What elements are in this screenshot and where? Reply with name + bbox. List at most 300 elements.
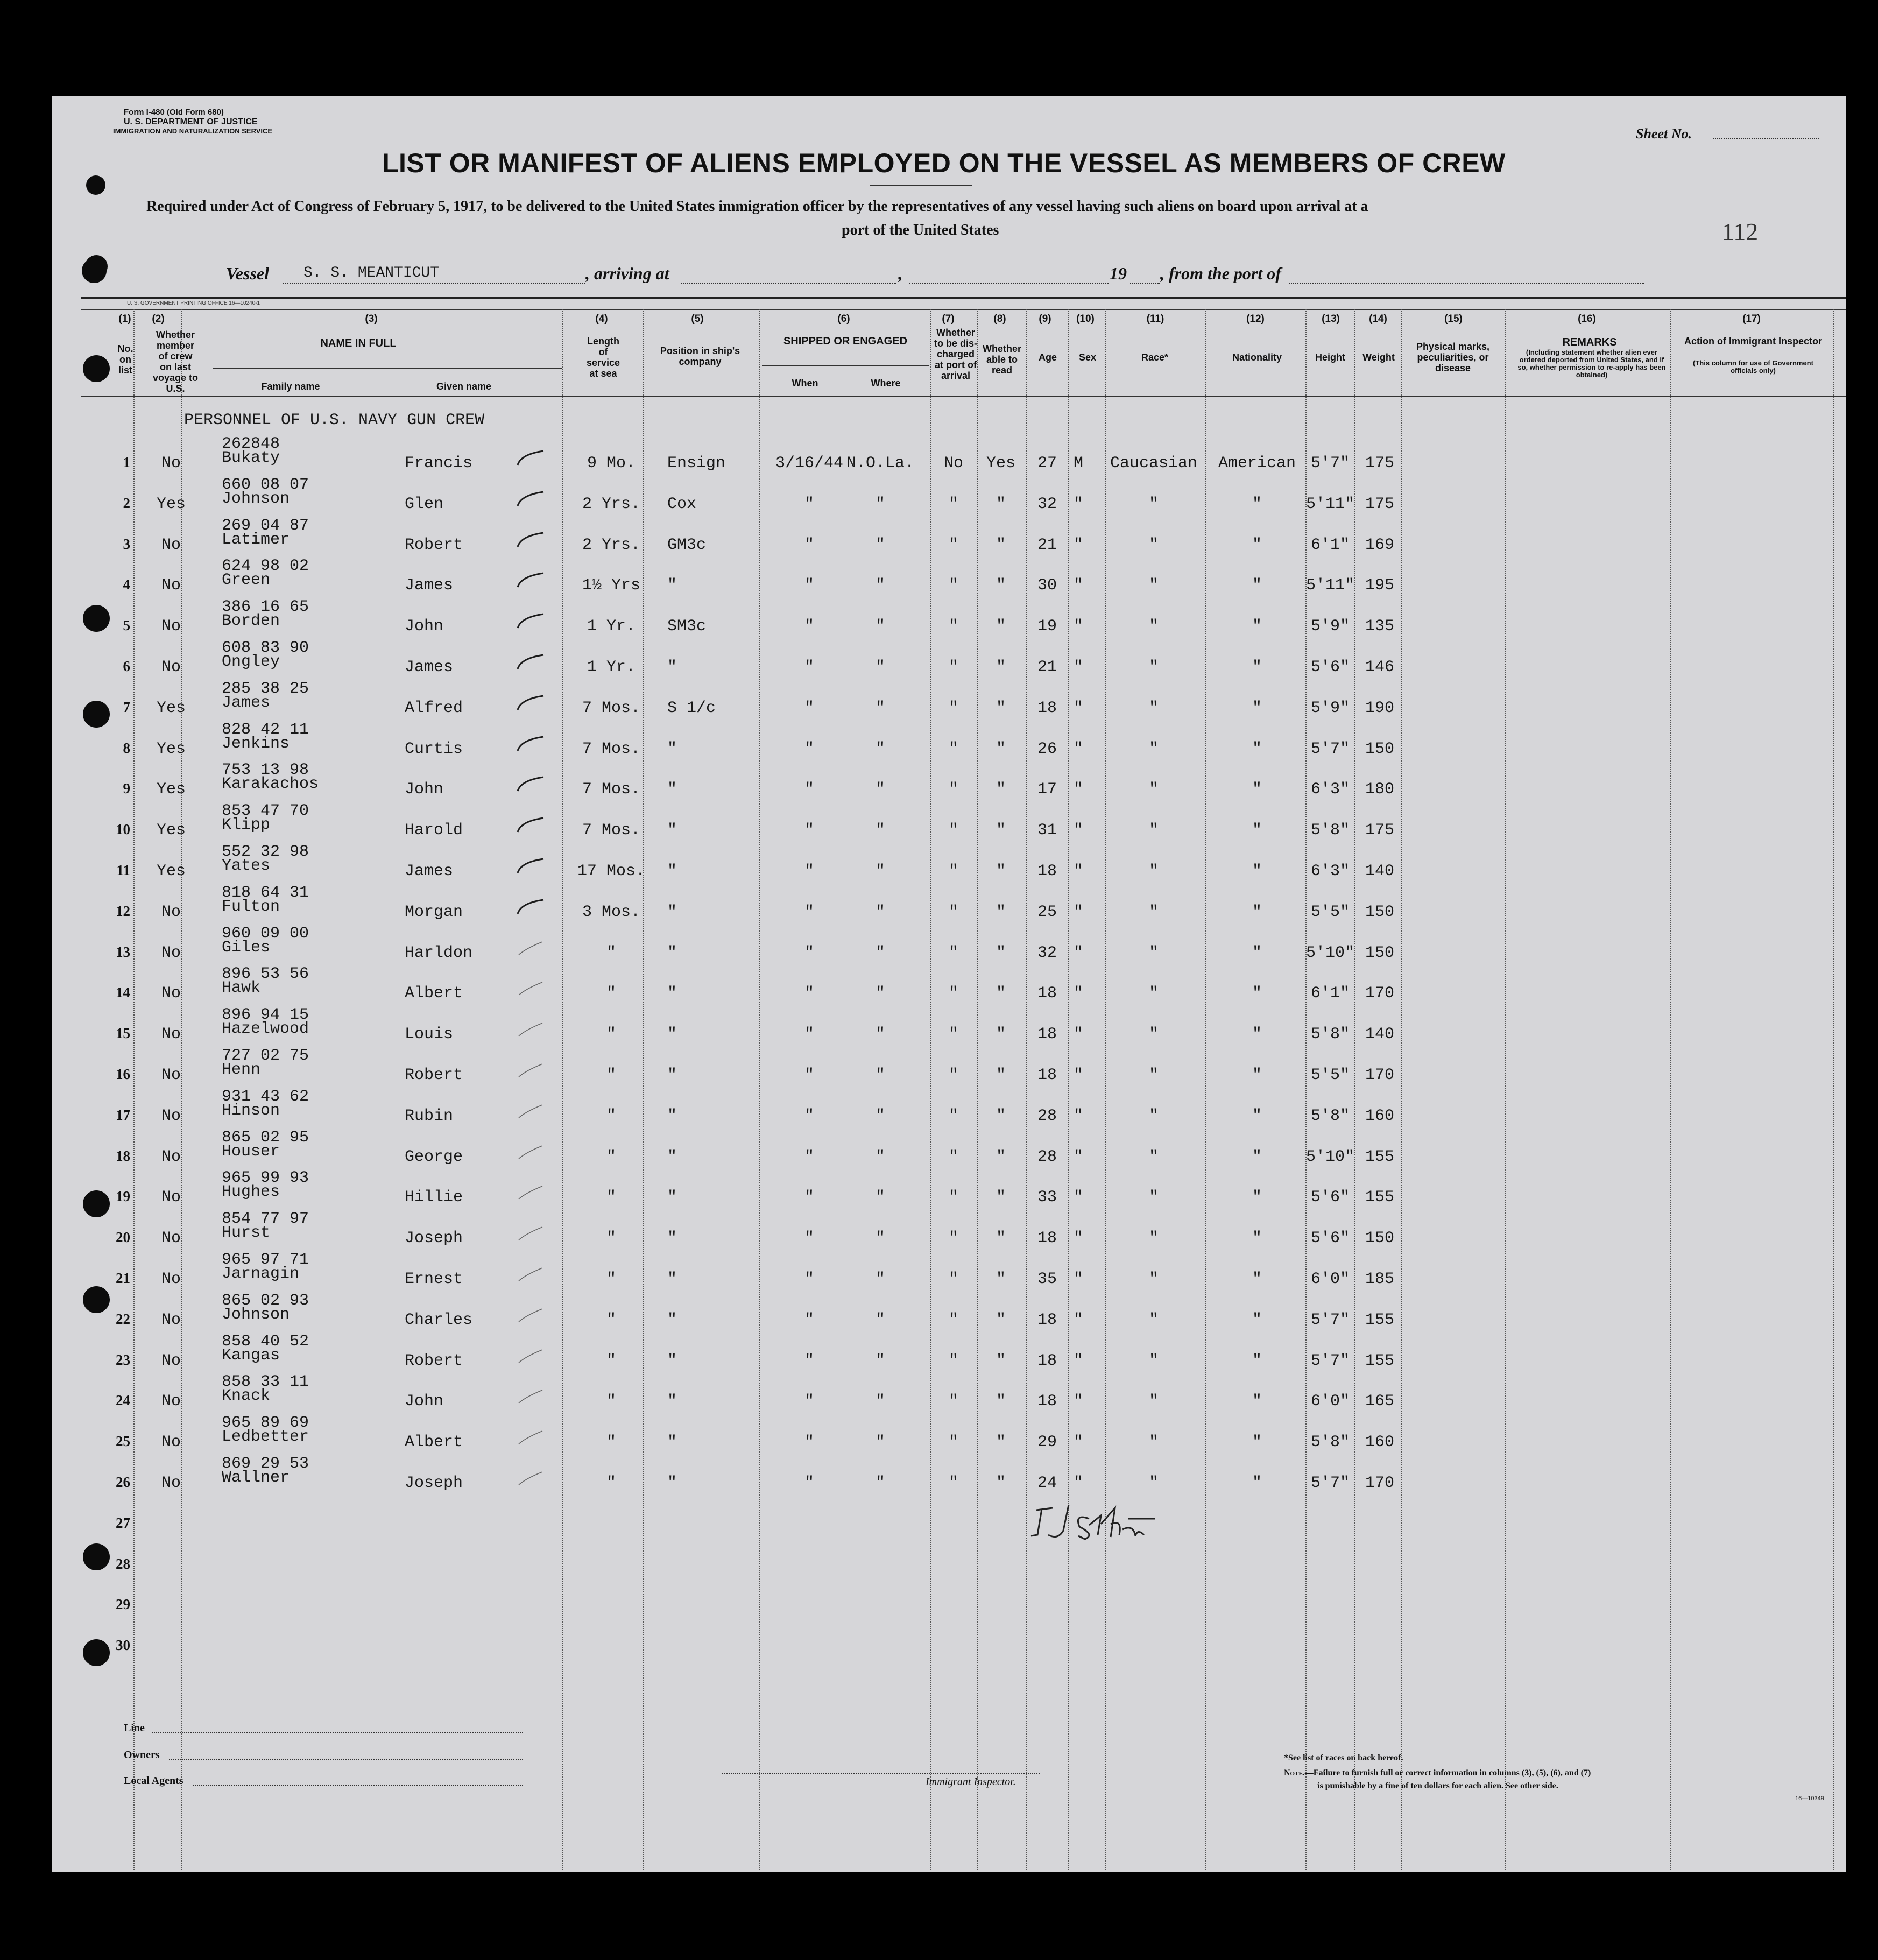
cell-position: GM3c (667, 535, 707, 554)
cell-discharged: " (948, 1310, 959, 1329)
cell-age: 18 (1037, 1310, 1057, 1329)
table-row (52, 1292, 1846, 1332)
family-name: Fulton (222, 897, 280, 916)
cell-no: 14 (116, 984, 130, 1001)
table-row (52, 1251, 1846, 1292)
table-row (52, 435, 1846, 476)
check-mark-icon (516, 1265, 546, 1283)
col-num-15: (15) (1444, 313, 1463, 325)
cell-when: " (804, 1351, 815, 1370)
col-num-3: (3) (365, 313, 378, 325)
cell-prev: No (161, 1392, 181, 1411)
cell-no: 13 (116, 943, 130, 960)
given-name: Louis (405, 1025, 454, 1044)
arriving-label: , arriving at (585, 264, 669, 283)
row-number: 28 (116, 1555, 130, 1572)
cell-when: " (804, 617, 815, 636)
cell-where: " (875, 658, 886, 676)
service-number: 960 09 00 (222, 924, 309, 943)
cell-position: " (667, 1433, 677, 1452)
cell-prev: No (161, 535, 181, 554)
cell-height: 5'8" (1310, 1433, 1350, 1452)
cell-age: 33 (1037, 1188, 1057, 1207)
cell-sex: " (1073, 1474, 1084, 1492)
title-underline (870, 185, 972, 186)
check-mark-icon (516, 1387, 546, 1405)
cell-service: " (606, 1147, 617, 1166)
table-row (52, 680, 1846, 721)
cell-prev: No (161, 984, 181, 1003)
family-name: Hazelwood (222, 1020, 309, 1039)
cell-where: " (875, 1106, 886, 1125)
cell-nationality: " (1252, 699, 1262, 717)
cell-where: " (875, 780, 886, 799)
family-name: Ongley (222, 653, 280, 671)
cell-when: " (804, 984, 815, 1003)
cell-age: 29 (1037, 1433, 1057, 1452)
cell-when: 3/16/44 (775, 454, 844, 473)
service-number: 896 94 15 (222, 1006, 309, 1025)
signature-text: F J Smith (1020, 1497, 1022, 1498)
table-row (52, 1210, 1846, 1251)
form-number: Form I-480 (Old Form 680) (124, 108, 224, 117)
row-number: 27 (116, 1514, 130, 1531)
cell-service: " (606, 1106, 617, 1125)
cell-sex: " (1073, 1270, 1084, 1288)
cell-weight: 180 (1365, 780, 1395, 799)
vessel-name: S. S. MEANTICUT (303, 265, 440, 281)
col-header-family: Family name (261, 381, 320, 392)
check-mark-icon (516, 1346, 546, 1365)
cell-nationality: " (1252, 1229, 1262, 1248)
cell-height: 6'1" (1310, 535, 1350, 554)
table-row (52, 1088, 1846, 1129)
cell-read: Yes (986, 454, 1016, 473)
col-header-given: Given name (436, 381, 492, 392)
cell-age: 18 (1037, 699, 1057, 717)
cell-no: 1 (123, 454, 130, 470)
cell-sex: " (1073, 1310, 1084, 1329)
col-header-prev-voyage: Whether member of crew on last voyage to U.S. (152, 329, 199, 394)
cell-discharged: " (948, 1392, 959, 1411)
cell-nationality: " (1252, 984, 1262, 1003)
given-name: Joseph (405, 1474, 463, 1492)
cell-position: " (667, 1066, 677, 1084)
cell-position: " (667, 1351, 677, 1370)
cell-height: 5'11" (1305, 576, 1355, 595)
cell-position: " (667, 1474, 677, 1492)
col-num-14: (14) (1369, 313, 1387, 325)
cell-nationality: " (1252, 658, 1262, 676)
service-number: 853 47 70 (222, 802, 309, 821)
footer-agents-label: Local Agents (124, 1775, 183, 1787)
cell-age: 35 (1037, 1270, 1057, 1288)
cell-prev: Yes (156, 739, 186, 758)
cell-weight: 140 (1365, 862, 1395, 880)
cell-when: " (804, 1106, 815, 1125)
service-number: 854 77 97 (222, 1210, 309, 1229)
from-port-label: , from the port of (1160, 264, 1281, 283)
cell-nationality: American (1218, 454, 1296, 473)
cell-nationality: " (1252, 535, 1262, 554)
punch-hole (86, 175, 105, 195)
cell-discharged: " (948, 1474, 959, 1492)
col-header-shipped: SHIPPED OR ENGAGED (783, 335, 908, 347)
cell-sex: " (1073, 495, 1084, 513)
cell-no: 24 (116, 1392, 130, 1409)
form-subtitle-2: port of the United States (842, 222, 999, 238)
cell-weight: 190 (1365, 699, 1395, 717)
punch-hole (83, 355, 110, 382)
col-header-action-note: (This column for use of Government officials only) (1693, 359, 1813, 375)
service-number: 285 38 25 (222, 679, 309, 698)
cell-read: " (996, 576, 1006, 595)
cell-age: 21 (1037, 658, 1057, 676)
cell-prev: No (161, 617, 181, 636)
cell-height: 5'7" (1310, 1310, 1350, 1329)
cell-discharged: " (948, 535, 959, 554)
cell-where: " (875, 576, 886, 595)
cell-nationality: " (1252, 1474, 1262, 1492)
cell-weight: 155 (1365, 1147, 1395, 1166)
print-note: U. S. GOVERNMENT PRINTING OFFICE 16—10240-1 (127, 300, 260, 306)
cell-no: 4 (123, 576, 130, 593)
given-name: John (405, 780, 444, 799)
table-row (52, 761, 1846, 802)
service-number: 828 42 11 (222, 720, 309, 739)
cell-weight: 146 (1365, 658, 1395, 676)
col-header-age: Age (1038, 352, 1057, 363)
cell-sex: " (1073, 903, 1084, 921)
cell-weight: 135 (1365, 617, 1395, 636)
footer-owners-label: Owners (124, 1749, 160, 1761)
cell-race: " (1148, 984, 1159, 1003)
cell-discharged: " (948, 1229, 959, 1248)
cell-service: 7 Mos. (582, 821, 641, 840)
col-num-8: (8) (993, 313, 1006, 325)
cell-prev: No (161, 1310, 181, 1329)
table-row-empty (52, 1577, 1846, 1618)
given-name: Charles (405, 1310, 473, 1329)
cell-service: " (606, 1392, 617, 1411)
cell-when: " (804, 903, 815, 921)
cell-where: " (875, 1147, 886, 1166)
service-number: 865 02 95 (222, 1128, 309, 1147)
table-row (52, 557, 1846, 598)
cell-height: 5'7" (1310, 454, 1350, 473)
cell-height: 5'6" (1310, 658, 1350, 676)
cell-prev: No (161, 658, 181, 676)
cell-prev: No (161, 1229, 181, 1248)
family-name: Latimer (222, 530, 290, 549)
cell-read: " (996, 617, 1006, 636)
check-mark-icon (516, 1061, 546, 1079)
cell-weight: 169 (1365, 535, 1395, 554)
cell-sex: " (1073, 576, 1084, 595)
cell-position: S 1/c (667, 699, 716, 717)
cell-weight: 185 (1365, 1270, 1395, 1288)
cell-prev: No (161, 1147, 181, 1166)
cell-where: " (875, 903, 886, 921)
cell-age: 19 (1037, 617, 1057, 636)
cell-service: 17 Mos. (577, 862, 646, 880)
col-num-6: (6) (837, 313, 850, 325)
cell-weight: 165 (1365, 1392, 1395, 1411)
cell-weight: 150 (1365, 739, 1395, 758)
col-header-physical: Physical marks, peculiarities, or disease (1416, 341, 1490, 373)
cell-height: 5'6" (1310, 1188, 1350, 1207)
cell-service: " (606, 1025, 617, 1044)
col-header-name: NAME IN FULL (320, 337, 397, 349)
cell-discharged: " (948, 1433, 959, 1452)
col-header-no: No. on list (117, 343, 133, 376)
note-label: Note. (1284, 1768, 1305, 1778)
cell-sex: " (1073, 1351, 1084, 1370)
cell-age: 27 (1037, 454, 1057, 473)
cell-position: " (667, 903, 677, 921)
cell-position: " (667, 576, 677, 595)
cell-when: " (804, 658, 815, 676)
cell-age: 26 (1037, 739, 1057, 758)
cell-race: " (1148, 1474, 1159, 1492)
cell-when: " (804, 495, 815, 513)
col-header-weight: Weight (1362, 352, 1395, 363)
cell-age: 32 (1037, 943, 1057, 962)
cell-race: " (1148, 1106, 1159, 1125)
cell-prev: Yes (156, 780, 186, 799)
cell-sex: " (1073, 984, 1084, 1003)
table-row (52, 1332, 1846, 1373)
cell-discharged: " (948, 1270, 959, 1288)
cell-nationality: " (1252, 862, 1262, 880)
cell-prev: No (161, 1433, 181, 1452)
cell-read: " (996, 903, 1006, 921)
service-number: 965 99 93 (222, 1169, 309, 1188)
service-number: 896 53 56 (222, 965, 309, 984)
cell-service: " (606, 1188, 617, 1207)
col-header-when: When (792, 378, 818, 389)
check-mark-icon (516, 490, 546, 508)
form-service: IMMIGRATION AND NATURALIZATION SERVICE (113, 127, 273, 135)
cell-nationality: " (1252, 1433, 1262, 1452)
cell-service: 2 Yrs. (582, 535, 641, 554)
name-header-rule (213, 368, 562, 369)
family-name: Green (222, 571, 271, 590)
table-top-rule (81, 297, 1846, 299)
cell-weight: 155 (1365, 1310, 1395, 1329)
check-mark-icon (516, 1306, 546, 1324)
comma: , (898, 264, 902, 283)
table-row (52, 598, 1846, 639)
cell-position: " (667, 1188, 677, 1207)
page-number: 112 (1722, 218, 1759, 245)
cell-service: " (606, 1310, 617, 1329)
cell-weight: 170 (1365, 1474, 1395, 1492)
service-number: 865 02 93 (222, 1291, 309, 1310)
service-number: 931 43 62 (222, 1087, 309, 1106)
inspector-signature-line (722, 1773, 1040, 1774)
cell-discharged: " (948, 984, 959, 1003)
cell-race: " (1148, 943, 1159, 962)
cell-prev: Yes (156, 699, 186, 717)
check-mark-icon (516, 653, 546, 671)
cell-sex: " (1073, 1147, 1084, 1166)
family-name: Jarnagin (222, 1265, 300, 1283)
cell-when: " (804, 535, 815, 554)
col-header-length: Length of service at sea (586, 336, 620, 379)
col-num-11: (11) (1146, 313, 1164, 325)
cell-no: 9 (123, 780, 130, 797)
cell-height: 5'8" (1310, 1025, 1350, 1044)
cell-height: 5'11" (1305, 495, 1355, 513)
cell-weight: 140 (1365, 1025, 1395, 1044)
cell-position: " (667, 984, 677, 1003)
cell-service: 7 Mos. (582, 699, 641, 717)
check-mark-icon (516, 1020, 546, 1038)
cell-race: " (1148, 739, 1159, 758)
col-header-where: Where (871, 378, 901, 389)
cell-race: " (1148, 1392, 1159, 1411)
cell-read: " (996, 1351, 1006, 1370)
cell-race: " (1148, 1025, 1159, 1044)
check-mark-icon (516, 1183, 546, 1201)
cell-race: " (1148, 1147, 1159, 1166)
cell-nationality: " (1252, 1106, 1262, 1125)
cell-where: N.O.La. (846, 454, 915, 473)
inspector-label: Immigrant Inspector. (926, 1776, 1016, 1788)
given-name: James (405, 658, 454, 676)
table-row (52, 639, 1846, 680)
cell-service: " (606, 1229, 617, 1248)
cell-age: 18 (1037, 862, 1057, 880)
form-subtitle-1: Required under Act of Congress of February 5, 1917, to be delivered to the United States immigration officer by the representatives of any vessel having such aliens on board upon arrival at a (146, 198, 1368, 215)
cell-sex: " (1073, 943, 1084, 962)
cell-nationality: " (1252, 495, 1262, 513)
service-number: 727 02 75 (222, 1047, 309, 1065)
cell-read: " (996, 1066, 1006, 1084)
cell-discharged: " (948, 1351, 959, 1370)
cell-prev: Yes (156, 495, 186, 513)
footer-line-field (152, 1732, 523, 1733)
cell-service: 7 Mos. (582, 739, 641, 758)
table-row (52, 1169, 1846, 1210)
table-row (52, 843, 1846, 884)
header-bottom-rule (81, 396, 1846, 397)
cell-weight: 155 (1365, 1351, 1395, 1370)
cell-nationality: " (1252, 1147, 1262, 1166)
cell-when: " (804, 821, 815, 840)
from-port-line (1289, 283, 1644, 284)
cell-service: " (606, 1433, 617, 1452)
check-mark-icon (516, 1143, 546, 1161)
table-row (52, 884, 1846, 925)
col-header-action: Action of Immigrant Inspector (1684, 336, 1823, 347)
cell-race: " (1148, 576, 1159, 595)
col-num-17: (17) (1742, 313, 1761, 325)
cell-sex: " (1073, 821, 1084, 840)
cell-service: " (606, 1270, 617, 1288)
cell-age: 18 (1037, 1229, 1057, 1248)
cell-height: 5'9" (1310, 699, 1350, 717)
cell-no: 16 (116, 1066, 130, 1082)
cell-sex: " (1073, 535, 1084, 554)
cell-position: " (667, 780, 677, 799)
cell-height: 5'10" (1305, 1147, 1355, 1166)
check-mark-icon (516, 694, 546, 712)
row-number: 30 (116, 1637, 130, 1654)
cell-prev: No (161, 1270, 181, 1288)
cell-height: 5'5" (1310, 1066, 1350, 1084)
cell-age: 17 (1037, 780, 1057, 799)
cell-weight: 150 (1365, 1229, 1395, 1248)
inspector-signature (1020, 1497, 1225, 1546)
cell-height: 6'0" (1310, 1270, 1350, 1288)
cell-read: " (996, 1106, 1006, 1125)
date-line (909, 283, 1109, 284)
family-name: Hurst (222, 1224, 271, 1243)
table-row (52, 1047, 1846, 1088)
cell-service: " (606, 1066, 617, 1084)
cell-height: 5'7" (1310, 1351, 1350, 1370)
cell-no: 7 (123, 699, 130, 715)
cell-height: 6'0" (1310, 1392, 1350, 1411)
cell-discharged: " (948, 1106, 959, 1125)
cell-race: " (1148, 1310, 1159, 1329)
service-number: 858 40 52 (222, 1332, 309, 1351)
cell-nationality: " (1252, 903, 1262, 921)
row-number: 29 (116, 1596, 130, 1613)
cell-race: " (1148, 495, 1159, 513)
cell-no: 17 (116, 1106, 130, 1123)
cell-weight: 175 (1365, 495, 1395, 513)
sheet-number-label: Sheet No. (1636, 126, 1692, 142)
cell-weight: 160 (1365, 1106, 1395, 1125)
cell-age: 18 (1037, 1066, 1057, 1084)
cell-read: " (996, 699, 1006, 717)
cell-when: " (804, 1392, 815, 1411)
cell-race: " (1148, 1433, 1159, 1452)
cell-age: 31 (1037, 821, 1057, 840)
cell-sex: " (1073, 862, 1084, 880)
family-name: Knack (222, 1387, 271, 1406)
table-row (52, 1414, 1846, 1455)
table-row-empty (52, 1536, 1846, 1577)
col-num-16: (16) (1578, 313, 1596, 325)
cell-sex: " (1073, 1433, 1084, 1452)
cell-age: 18 (1037, 1351, 1057, 1370)
check-mark-icon (516, 612, 546, 630)
cell-no: 12 (116, 903, 130, 919)
cell-read: " (996, 984, 1006, 1003)
cell-discharged: " (948, 658, 959, 676)
year-line (1130, 283, 1160, 284)
cell-when: " (804, 576, 815, 595)
shipped-header-rule (762, 365, 929, 366)
given-name: Harldon (405, 943, 473, 962)
cell-weight: 175 (1365, 454, 1395, 473)
given-name: Albert (405, 984, 463, 1003)
col-header-read: Whether able to read (983, 343, 1021, 376)
arriving-line (681, 283, 896, 284)
races-note: *See list of races on back hereof. (1284, 1753, 1403, 1762)
cell-no: 8 (123, 739, 130, 756)
col-num-2: (2) (152, 313, 165, 325)
table-row (52, 1129, 1846, 1169)
cell-where: " (875, 739, 886, 758)
cell-height: 5'7" (1310, 1474, 1350, 1492)
cell-nationality: " (1252, 943, 1262, 962)
service-number: 608 83 90 (222, 639, 309, 657)
